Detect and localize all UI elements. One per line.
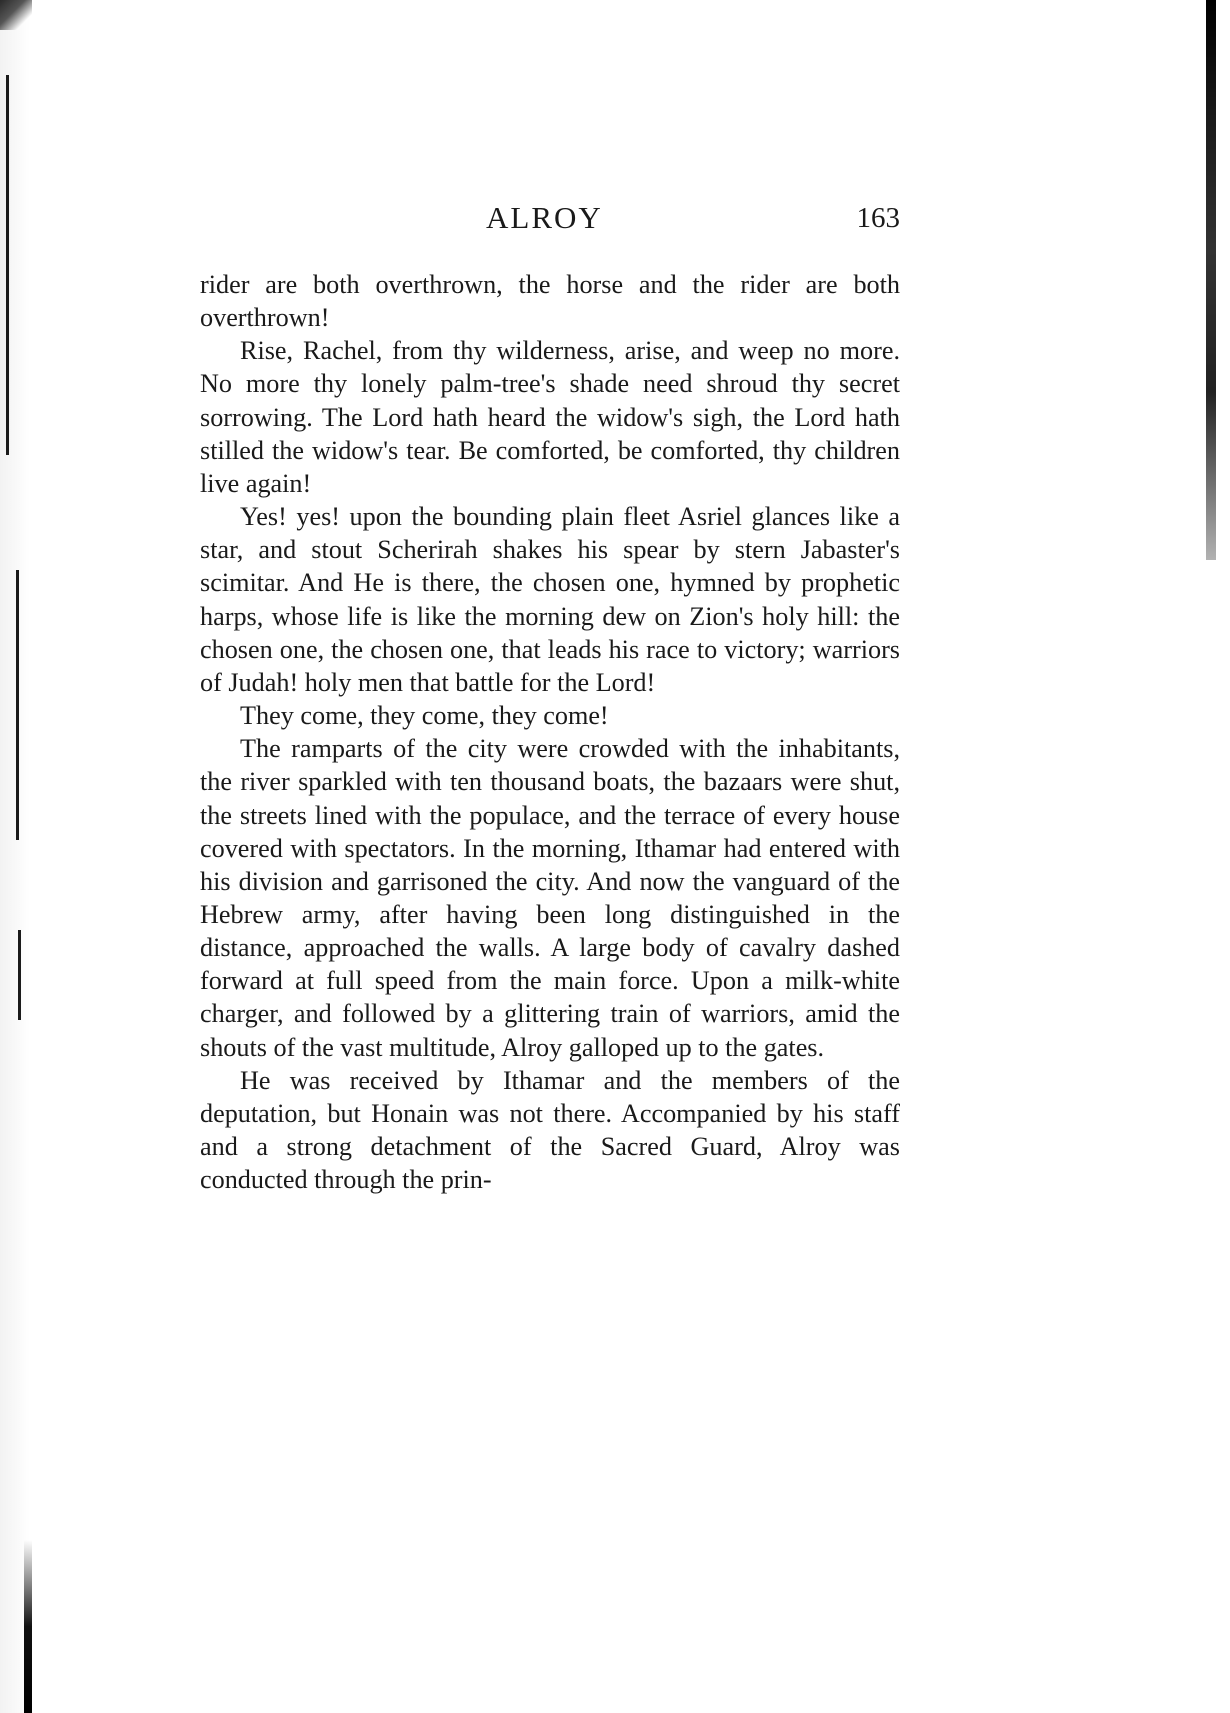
body-text (200, 268, 900, 1196)
binding-edge-line (6, 75, 9, 455)
scan-shadow-left (0, 0, 30, 1713)
paragraph: Rise, Rachel, from thy wilderness, arise, and weep no more. No more thy lonely palm-tree's shade need shroud thy secret sorrowing. The Lord hath heard the widow's sigh, the Lord hath stilled the widow's tear. Be comforted, be comforted, thy children live again! (200, 336, 900, 498)
binding-edge-line (16, 570, 19, 840)
paragraph: He was received by Ithamar and the members of the deputation, but Honain was not there. Accompanied by his staff and a strong detachment of the Sacred Guard, Alroy was conducted through the prin- (200, 1065, 900, 1195)
page-edge-right (1206, 0, 1216, 560)
paragraph: rider are both overthrown, the horse and the rider are both overthrown! (200, 270, 900, 333)
binding-shadow-bottom (24, 1540, 32, 1713)
page-header (200, 200, 900, 240)
page-number: 163 (856, 202, 900, 234)
binding-edge-line (18, 930, 21, 1020)
paragraph: They come, they come, they come! (240, 701, 609, 731)
scan-corner-artifact (0, 0, 32, 30)
paragraph: Yes! yes! upon the bounding plain fleet Asriel glances like a star, and stout Scherirah shakes his spear by stern Jabaster's scimitar. And He is there, the chosen one, hymned by prophetic harps, whose life is like the morning dew on Zion's holy hill: the chosen one, the chosen one, that leads his race to victory; warriors of Judah! holy men that battle for the Lord! (200, 502, 900, 697)
running-title: ALROY (486, 200, 603, 235)
paragraph: The ramparts of the city were crowded with the inhabitants, the river sparkled with ten thousand boats, the bazaars were shut, the streets lined with the populace, and the terrace of every house covered with spectators. In the morning, Ithamar had entered with his division and garrisoned the city. And now the vanguard of the Hebrew army, after having been long distinguished in the distance, approached the walls. A large body of cavalry dashed forward at full speed from the main force. Upon a milk-white charger, and followed by a glittering train of warriors, amid the shouts of the vast multitude, Alroy galloped up to the gates. (200, 734, 900, 1062)
